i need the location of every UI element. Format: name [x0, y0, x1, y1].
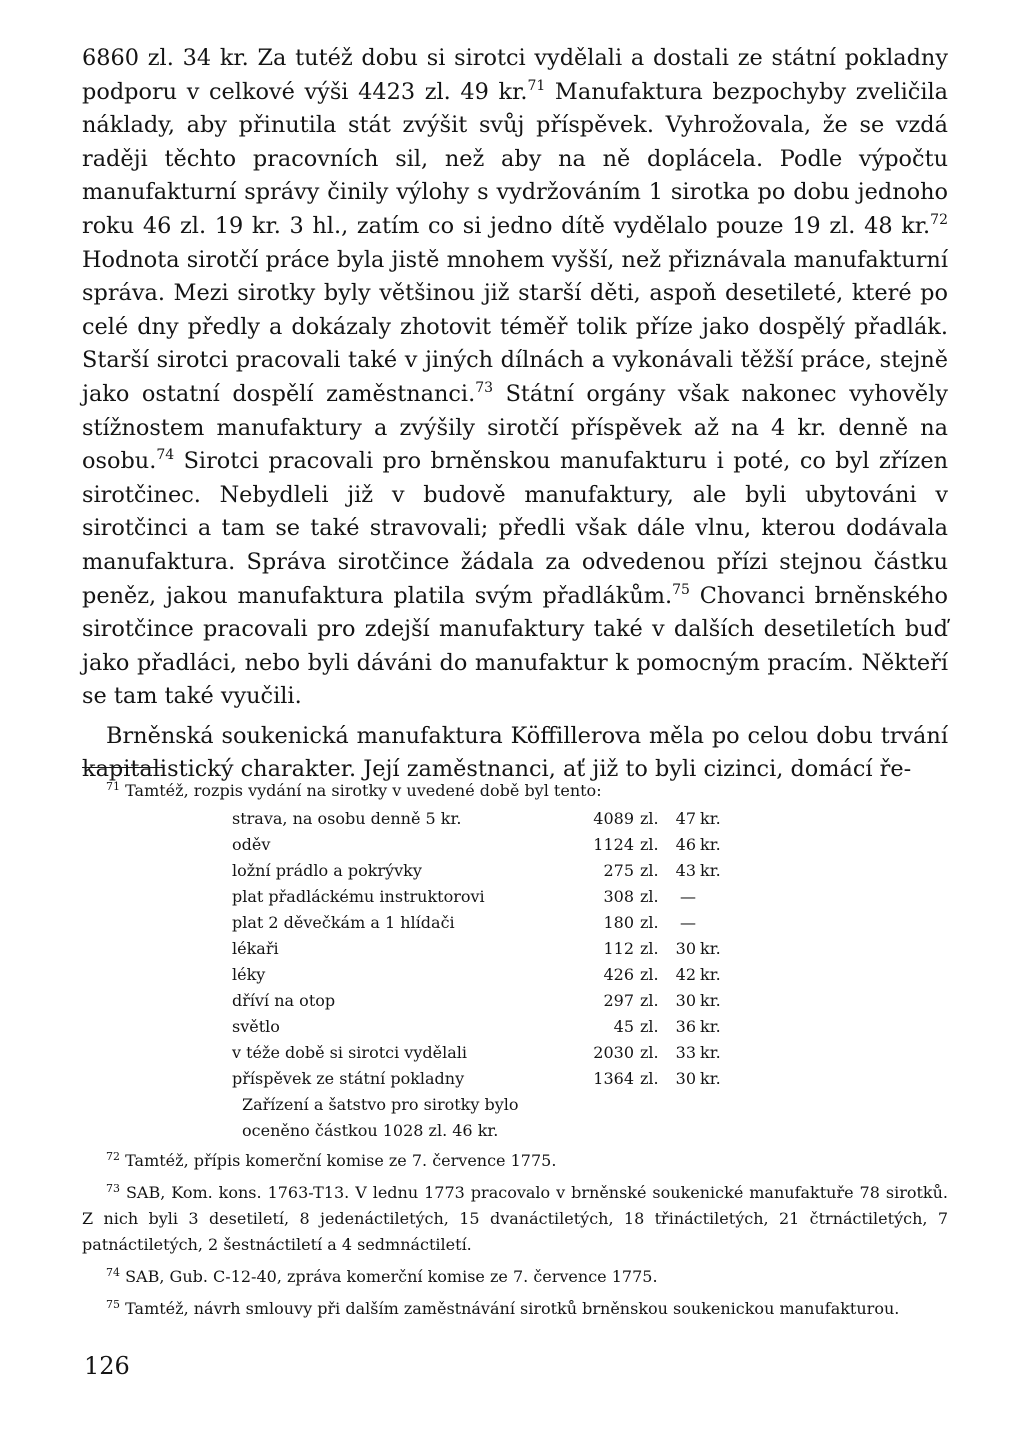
expense-item: dříví na otop: [232, 991, 336, 1010]
footnote-number: 74: [106, 1266, 120, 1279]
footnote-ref[interactable]: 75: [672, 581, 690, 598]
footnote-ref[interactable]: 72: [930, 211, 948, 228]
table-row: [232, 1040, 730, 1066]
expense-table: [232, 806, 730, 1092]
footnote-71: [82, 778, 948, 804]
footnote-ref[interactable]: 73: [475, 379, 494, 396]
amount-kr: 42: [675, 965, 696, 984]
unit-kr: kr.: [700, 861, 721, 880]
expense-item: plat 2 děvečkám a 1 hlídači: [232, 913, 455, 932]
unit-kr: kr.: [700, 1069, 721, 1088]
paragraph-text: Státní orgány však nakonec vyhověly stížnostem manufaktury a zvýšily sirotčí příspěvek až na 4 kr. denně na osobu.: [82, 380, 948, 475]
expense-item: strava, na osobu denně 5 kr.: [232, 809, 462, 828]
amount-kr: 46: [675, 835, 696, 854]
book-page: [82, 42, 948, 1318]
amount-kr: 43: [675, 861, 696, 880]
amount-kr: —: [680, 913, 696, 932]
unit-zl: zl.: [640, 913, 659, 932]
footnote-text: SAB, Kom. kons. 1763-T13. V lednu 1773 pracovalo v brněnské soukenické manufaktuře 78 sirotků. Z nich byli 3 desetiletí, 8 jedenáctiletých, 15 dvanáctiletých, 18 třináctiletých, 21 čtrnáctiletých, 7 patnáctiletých, 2 šestnáctiletí a 4 sedmnáctiletí.: [82, 1183, 948, 1254]
unit-kr: kr.: [700, 965, 721, 984]
paragraph-text: Manufaktura bezpochyby zveličila náklady, aby přinutila stát zvýšit svůj příspěvek. Vyhrožovala, že se vzdá raději těchto pracovních sil, než aby na ně doplácela. Podle výpočtu manufakturní správy činily výlohy s vydržováním 1 sirotka po dobu jednoho roku 46 zl. 19 kr. 3 hl., zatím co si jedno dítě vydělalo pouze 19 zl. 48 kr.: [82, 78, 948, 239]
amount-zl: 2030: [593, 1043, 634, 1062]
footnote-73: [82, 1180, 948, 1258]
table-row: [232, 962, 730, 988]
footnote-number: 75: [106, 1298, 120, 1311]
expense-item: ložní prádlo a pokrývky: [232, 861, 422, 880]
unit-kr: kr.: [700, 1017, 721, 1036]
amount-kr: 33: [675, 1043, 696, 1062]
table-row: [232, 832, 730, 858]
unit-kr: kr.: [700, 1043, 721, 1062]
footnote-number: 71: [106, 780, 120, 793]
amount-zl: 426: [603, 965, 634, 984]
expense-item: léky: [232, 965, 266, 984]
table-row: [232, 936, 730, 962]
unit-kr: kr.: [700, 991, 721, 1010]
expense-item: oděv: [232, 835, 271, 854]
footnote-divider: [82, 767, 164, 768]
paragraph-text: Hodnota sirotčí práce byla jistě mnohem vyšší, než přiznávala manufakturní správa. Mezi sirotky byly většinou již starší děti, aspoň desetileté, které po celé dny předly a dokázaly zhotovit téměř tolik příze jako dospělý přadlák. Starší sirotci pracovali také v jiných dílnách a vykonávali těžší práce, stejně jako ostatní dospělí zaměstnanci.: [82, 246, 948, 407]
footnote-71-tail: [242, 1092, 948, 1144]
unit-kr: [700, 884, 730, 910]
footnote-number: 72: [106, 1150, 120, 1163]
footnote-text: Tamtéž, přípis komerční komise ze 7. července 1775.: [125, 1151, 557, 1170]
unit-kr: kr.: [700, 835, 721, 854]
footnotes: [82, 778, 948, 1322]
body-paragraph-1: [82, 42, 948, 714]
unit-zl: zl.: [640, 939, 659, 958]
unit-zl: zl.: [640, 809, 659, 828]
amount-kr: 30: [675, 939, 696, 958]
amount-zl: 308: [603, 887, 634, 906]
unit-zl: zl.: [640, 965, 659, 984]
footnote-text: SAB, Gub. C-12-40, zpráva komerční komise ze 7. července 1775.: [125, 1267, 658, 1286]
unit-zl: zl.: [640, 1069, 659, 1088]
table-row: [232, 988, 730, 1014]
page-number: 126: [84, 1352, 130, 1380]
footnote-ref[interactable]: 71: [527, 77, 546, 94]
amount-zl: 45: [613, 1017, 634, 1036]
table-row: [232, 1066, 730, 1092]
amount-kr: 36: [675, 1017, 696, 1036]
unit-kr: kr.: [700, 939, 721, 958]
amount-kr: 30: [675, 991, 696, 1010]
footnote-75: [82, 1296, 948, 1322]
amount-kr: 30: [675, 1069, 696, 1088]
paragraph-text: Sirotci pracovali pro brněnskou manufakturu i poté, co byl zřízen sirotčinec. Nebydleli již v budově manufaktury, ale byli ubytováni v sirotčinci a tam se také stravovali; předli však dále vlnu, kterou dodávala manufaktura. Správa sirotčince žádala za odvedenou přízi stejnou částku peněz, jakou manufaktura platila svým přadlákům.: [82, 448, 948, 609]
amount-zl: 180: [603, 913, 634, 932]
footnote-text: Zařízení a šatstvo pro sirotky bylo: [242, 1095, 519, 1114]
unit-zl: zl.: [640, 991, 659, 1010]
unit-zl: zl.: [640, 887, 659, 906]
amount-kr: 47: [675, 809, 696, 828]
footnote-number: 73: [106, 1182, 120, 1195]
table-row: [232, 1014, 730, 1040]
table-row: [232, 884, 730, 910]
footnote-text: Tamtéž, návrh smlouvy při dalším zaměstnávání sirotků brněnskou soukenickou manufakturou.: [125, 1299, 900, 1318]
unit-zl: zl.: [640, 1043, 659, 1062]
expense-item: světlo: [232, 1017, 280, 1036]
footnote-74: [82, 1264, 948, 1290]
table-row: [232, 910, 730, 936]
amount-zl: 4089: [593, 809, 634, 828]
amount-zl: 1124: [593, 835, 634, 854]
unit-zl: zl.: [640, 861, 659, 880]
unit-kr: kr.: [700, 809, 721, 828]
amount-zl: 275: [603, 861, 634, 880]
footnote-72: [82, 1148, 948, 1174]
amount-zl: 297: [603, 991, 634, 1010]
paragraph-text: Chovanci brněnského sirotčince pracovali pro zdejší manufaktury také v dalších desetiletích buď jako přadláci, nebo byli dáváni do manufaktur k pomocným pracím. Někteří se tam také vyučili.: [82, 582, 948, 710]
footnote-text: Tamtéž, rozpis vydání na sirotky v uvedené době byl tento:: [125, 781, 602, 800]
unit-zl: zl.: [640, 1017, 659, 1036]
expense-item: v téže době si sirotci vydělali: [232, 1043, 467, 1062]
body-paragraph-2: Brněnská soukenická manufaktura Köffillerova měla po celou dobu trvání kapitalistický charakter. Její zaměstnanci, ať již to byli cizinci, domácí ře-: [82, 722, 948, 783]
amount-zl: 1364: [593, 1069, 634, 1088]
table-row: [232, 858, 730, 884]
footnote-text: oceněno částkou 1028 zl. 46 kr.: [242, 1121, 499, 1140]
amount-zl: 112: [603, 939, 634, 958]
unit-zl: zl.: [640, 835, 659, 854]
table-row: [232, 806, 730, 832]
expense-item: plat přadláckému instruktorovi: [232, 887, 485, 906]
paragraph-text: 6860 zl. 34 kr. Za tutéž dobu si sirotci vydělali a dostali ze státní pokladny podporu v celkové výši 4423 zl. 49 kr.: [82, 45, 948, 105]
expense-item: lékaři: [232, 939, 279, 958]
expense-item: příspěvek ze státní pokladny: [232, 1069, 465, 1088]
footnote-ref[interactable]: 74: [156, 447, 175, 464]
amount-kr: —: [680, 887, 696, 906]
unit-kr: [700, 910, 730, 936]
